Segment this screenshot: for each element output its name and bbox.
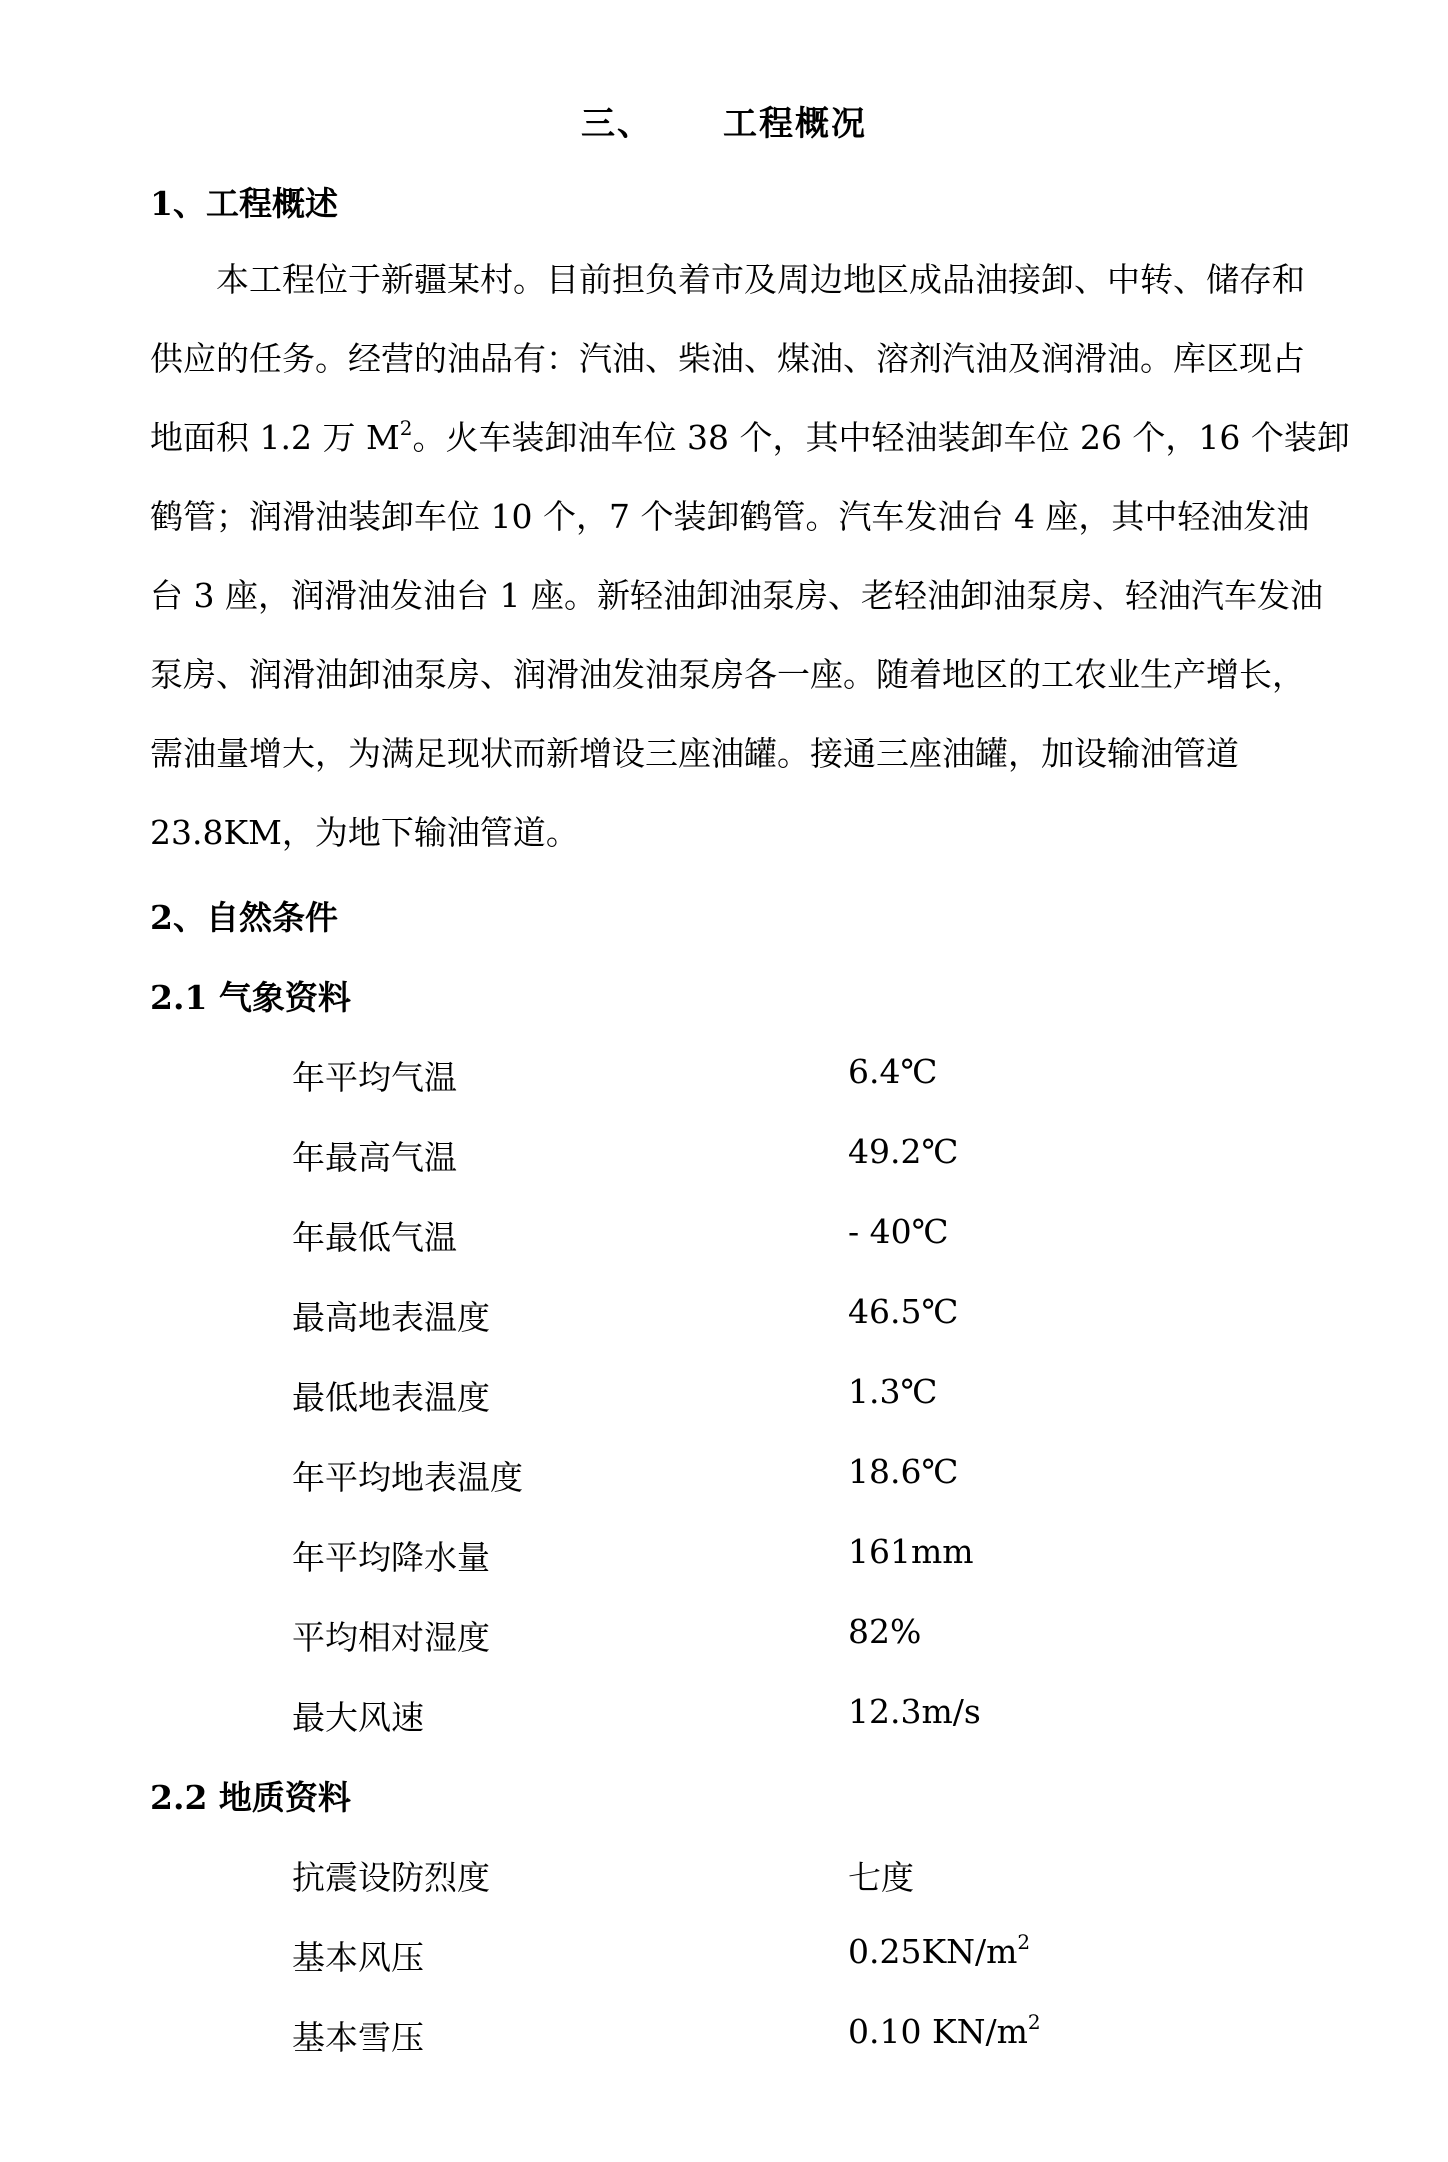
weather-label: 年平均地表温度 bbox=[292, 1458, 523, 1497]
paragraph-line: 供应的任务。经营的油品有：汽油、柴油、煤油、溶剂汽油及润滑油。库区现占 bbox=[150, 339, 1305, 378]
weather-label: 年平均气温 bbox=[292, 1058, 457, 1097]
weather-label: 最低地表温度 bbox=[292, 1378, 490, 1417]
overview-paragraph bbox=[150, 240, 1350, 872]
paragraph-line: 泵房、润滑油卸油泵房、润滑油发油泵房各一座。随着地区的工农业生产增长， bbox=[150, 655, 1305, 694]
weather-label: 年最高气温 bbox=[292, 1138, 457, 1177]
geology-label: 抗震设防烈度 bbox=[292, 1858, 490, 1897]
paragraph-line: 23.8KM，为地下输油管道。 bbox=[150, 813, 579, 852]
weather-label: 年最低气温 bbox=[292, 1218, 457, 1257]
section-number: 三、 bbox=[581, 104, 653, 144]
section-title-text: 工程概况 bbox=[723, 104, 867, 144]
paragraph-line: 地面积 1.2 万 $M^2$。火车装卸油车位 38 个，其中轻油装卸车位 26 个，16 个装卸 bbox=[150, 416, 1350, 457]
heading-overview: 1、工程概述 bbox=[150, 184, 338, 223]
superscript: 2 bbox=[399, 416, 413, 440]
weather-value: 6.4℃ bbox=[848, 1052, 938, 1091]
weather-value: 161mm bbox=[848, 1532, 974, 1571]
geology-value: 七度 bbox=[848, 1858, 914, 1897]
section-title bbox=[0, 96, 1448, 145]
weather-value: 12.3m/s bbox=[848, 1692, 981, 1731]
weather-value: 18.6℃ bbox=[848, 1452, 959, 1491]
superscript: 2 bbox=[1017, 1930, 1031, 1954]
heading-weather: 2.1 气象资料 bbox=[150, 978, 351, 1017]
paragraph-line: 鹤管；润滑油装卸车位 10 个，7 个装卸鹤管。汽车发油台 4 座，其中轻油发油 bbox=[150, 497, 1310, 536]
weather-value: 1.3℃ bbox=[848, 1372, 938, 1411]
geology-label: 基本风压 bbox=[292, 1938, 424, 1977]
weather-value: 49.2℃ bbox=[848, 1132, 959, 1171]
weather-value: 46.5℃ bbox=[848, 1292, 959, 1331]
superscript: 2 bbox=[1027, 2010, 1041, 2034]
weather-label: 最高地表温度 bbox=[292, 1298, 490, 1337]
heading-natural-conditions: 2、自然条件 bbox=[150, 898, 338, 937]
geology-value: 0.10 $KN/m^2$ bbox=[848, 2010, 1041, 2051]
paragraph-line: 需油量增大，为满足现状而新增设三座油罐。接通三座油罐，加设输油管道 bbox=[150, 734, 1239, 773]
heading-geology: 2.2 地质资料 bbox=[150, 1778, 351, 1817]
weather-label: 平均相对湿度 bbox=[292, 1618, 490, 1657]
geology-value: $0.25KN/m^2$ bbox=[848, 1930, 1031, 1971]
paragraph-line: 台 3 座，润滑油发油台 1 座。新轻油卸油泵房、老轻油卸油泵房、轻油汽车发油 bbox=[150, 576, 1323, 615]
paragraph-line: 本工程位于新疆某村。目前担负着市及周边地区成品油接卸、中转、储存和 bbox=[216, 260, 1305, 299]
weather-value: 82% bbox=[848, 1612, 922, 1651]
geology-label: 基本雪压 bbox=[292, 2018, 424, 2057]
weather-value: - 40℃ bbox=[848, 1212, 949, 1251]
weather-label: 年平均降水量 bbox=[292, 1538, 490, 1577]
weather-label: 最大风速 bbox=[292, 1698, 424, 1737]
